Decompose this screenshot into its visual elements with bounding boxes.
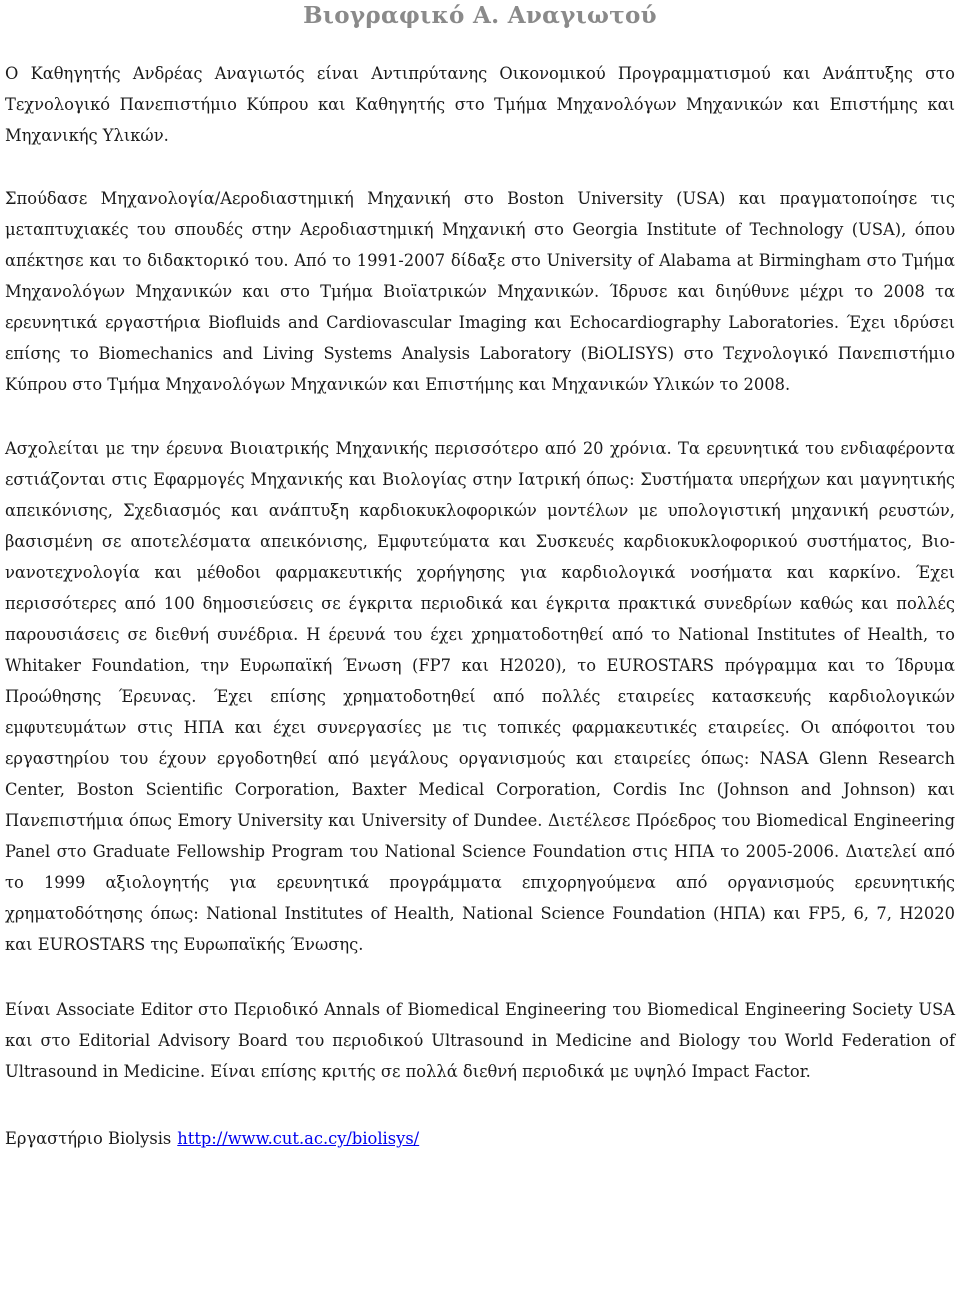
- paragraph-editorial: Είναι Associate Editor στο Περιοδικό Annals of Biomedical Engineering του Biomedical Engineering Society USA και στο Editorial Advisory Board του περιοδικού Ultrasound in Medicine and Biology του World Federation of Ultrasound in Medicine. Είναι επίσης κριτής σε πολλά διεθνή περιοδικά με υψηλό Impact Factor.: [5, 1000, 955, 1081]
- lab-label: Εργαστήριο Biolysis: [5, 1129, 172, 1148]
- paragraph-education: Σπούδασε Μηχανολογία/Αεροδιαστημική Μηχανική στο Boston University (USA) και πραγματοποίησε τις μεταπτυχιακές του σπουδές στην Αεροδιαστημική Μηχανική στο Georgia Institute of Technology (USA), όπου απέκτησε και το διδακτορικό του. Από το 1991-2007 δίδαξε στο University of Alabama at Birmingham στο Τμήμα Μηχανολόγων Μηχανικών και στο Τμήμα Βιοϊατρικών Μηχανικών. Ίδρυσε και διηύθυνε μέχρι το 2008 τα ερευνητικά εργαστήρια Biofluids and Cardiovascular Imaging και Echocardiography Laboratories. Έχει ιδρύσει επίσης το Biomechanics and Living Systems Analysis Laboratory (BiOLISYS) στο Τεχνολογικό Πανεπιστήμιο Κύπρου στο Τμήμα Μηχανολόγων Μηχανικών και Επιστήμης και Μηχανικών Υλικών το 2008.: [5, 189, 955, 394]
- document-page: [5, 0, 955, 1154]
- lab-footer: [5, 1123, 955, 1154]
- paragraph-intro: Ο Καθηγητής Ανδρέας Αναγιωτός είναι Αντιπρύτανης Οικονομικού Προγραμματισμού και Ανάπτυξης στο Τεχνολογικό Πανεπιστήμιο Κύπρου και Καθηγητής στο Τμήμα Μηχανολόγων Μηχανικών και Επιστήμης και Μηχανικής Υλικών.: [5, 64, 955, 145]
- paragraph-research: Ασχολείται με την έρευνα Βιοιατρικής Μηχανικής περισσότερο από 20 χρόνια. Τα ερευνητικά του ενδιαφέροντα εστιάζονται στις Εφαρμογές Μηχανικής και Βιολογίας στην Ιατρική όπως: Συστήματα υπερήχων και μαγνητικής απεικόνισης, Σχεδιασμός και ανάπτυξη καρδιοκυκλοφορικών μοντέλων με υπολογιστική μηχανική ρευστών, βασισμένη σε αποτελέσματα απεικόνισης, Εμφυτεύματα και Συσκευές καρδιοκυκλοφορικού συστήματος, Βιο-νανοτεχνολογία και μέθοδοι φαρμακευτικής χορήγησης για καρδιολογικά νοσήματα και καρκίνο. Έχει περισσότερες από 100 δημοσιεύσεις σε έγκριτα περιοδικά και έγκριτα πρακτικά συνεδρίων καθώς και πολλές παρουσιάσεις σε διεθνή συνέδρια. Η έρευνά του έχει χρηματοδοτηθεί από το National Institutes of Health, το Whitaker Foundation, την Ευρωπαϊκή Ένωση (FP7 και H2020), το EUROSTARS πρόγραμμα και το Ίδρυμα Προώθησης Έρευνας. Έχει επίσης χρηματοδοτηθεί από πολλές εταιρείες κατασκευής καρδιολογικών εμφυτευμάτων στις ΗΠΑ και έχει συνεργασίες με τις τοπικές φαρμακευτικές εταιρείες. Οι απόφοιτοι του εργαστηρίου του έχουν εργοδοτηθεί από μεγάλους οργανισμούς και εταιρείες όπως: NASA Glenn Research Center, Boston Scientific Corporation, Baxter Medical Corporation, Cordis Inc (Johnson and Johnson) και Πανεπιστήμια όπως Emory University και University of Dundee. Διετέλεσε Πρόεδρος του Biomedical Engineering Panel στο Graduate Fellowship Program του National Science Foundation στις ΗΠΑ το 2005-2006. Διατελεί από το 1999 αξιολογητής για ερευνητικά προγράμματα επιχορηγούμενα από οργανισμούς ερευνητικής χρηματοδότησης όπως: National Institutes of Health, National Science Foundation (ΗΠΑ) και FP5, 6, 7, H2020 και EUROSTARS της Ευρωπαϊκής Ένωσης.: [5, 439, 955, 954]
- lab-website-link[interactable]: http://www.cut.ac.cy/biolisys/: [177, 1129, 420, 1148]
- document-title: Βιογραφικό Α. Αναγιωτού: [303, 2, 657, 29]
